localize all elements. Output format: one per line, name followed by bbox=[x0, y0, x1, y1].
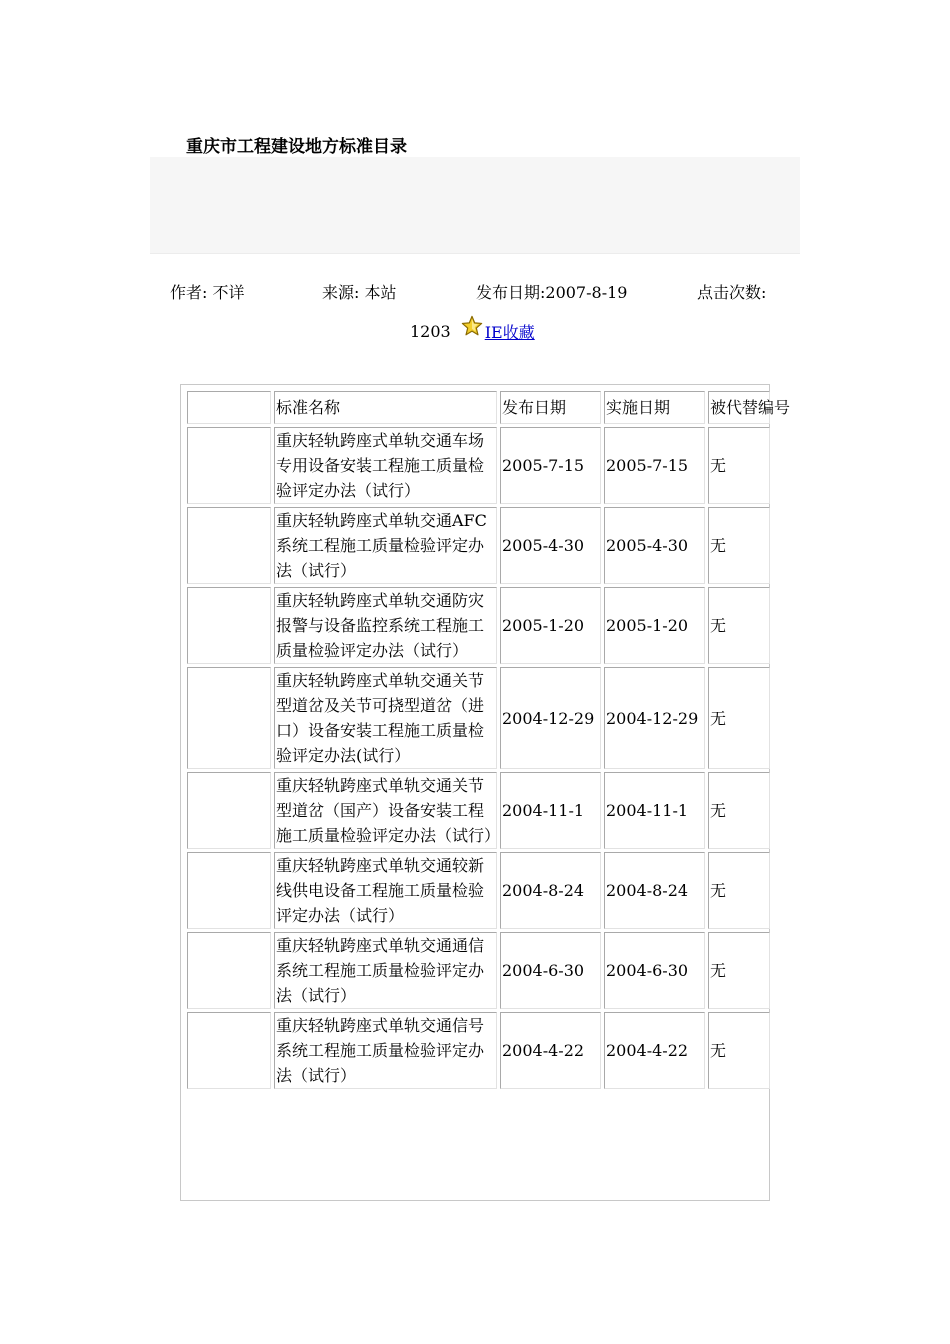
replaced-number-cell: 无 bbox=[708, 667, 770, 769]
title-panel bbox=[150, 157, 800, 254]
standard-name-cell: 重庆轻轨跨座式单轨交通AFC系统工程施工质量检验评定办法（试行） bbox=[274, 507, 497, 584]
effective-date-cell: 2005-4-30 bbox=[604, 507, 705, 584]
standard-name-cell: 重庆轻轨跨座式单轨交通车场专用设备安装工程施工质量检验评定办法（试行） bbox=[274, 427, 497, 504]
standard-name-cell: 重庆轻轨跨座式单轨交通通信系统工程施工质量检验评定办法（试行） bbox=[274, 932, 497, 1009]
table-row bbox=[187, 427, 770, 504]
replaced-number-cell: 无 bbox=[708, 1012, 770, 1089]
publish-date-cell: 2004-6-30 bbox=[500, 932, 601, 1009]
replaced-number-cell: 无 bbox=[708, 932, 770, 1009]
replaced-number-cell: 无 bbox=[708, 427, 770, 504]
header-effective-date: 实施日期 bbox=[604, 391, 705, 424]
click-count-value: 1203 bbox=[410, 322, 451, 341]
effective-date-cell: 2004-6-30 bbox=[604, 932, 705, 1009]
row-index-cell bbox=[187, 507, 271, 584]
click-count-row bbox=[410, 320, 535, 343]
row-index-cell bbox=[187, 852, 271, 929]
table-row bbox=[187, 772, 770, 849]
header-standard-name: 标准名称 bbox=[274, 391, 497, 424]
table-row bbox=[187, 1012, 770, 1089]
publish-date-cell: 2004-8-24 bbox=[500, 852, 601, 929]
row-index-cell bbox=[187, 1012, 271, 1089]
table-header-row bbox=[187, 391, 770, 424]
click-count-label: 点击次数: bbox=[697, 283, 767, 302]
standard-name-cell: 重庆轻轨跨座式单轨交通关节型道岔（国产）设备安装工程施工质量检验评定办法（试行） bbox=[274, 772, 497, 849]
ie-favorite-link[interactable]: IE收藏 bbox=[484, 323, 535, 342]
standard-name-cell: 重庆轻轨跨座式单轨交通较新线供电设备工程施工质量检验评定办法（试行） bbox=[274, 852, 497, 929]
publish-date-cell: 2004-4-22 bbox=[500, 1012, 601, 1089]
page-title: 重庆市工程建设地方标准目录 bbox=[186, 137, 407, 157]
standard-name-cell: 重庆轻轨跨座式单轨交通关节型道岔及关节可挠型道岔（进口）设备安装工程施工质量检验评定办法(试行） bbox=[274, 667, 497, 769]
publish-date-cell: 2004-12-29 bbox=[500, 667, 601, 769]
publish-date-info: 发布日期:2007-8-19 bbox=[476, 283, 628, 302]
table-row bbox=[187, 852, 770, 929]
table-row bbox=[187, 667, 770, 769]
effective-date-cell: 2004-8-24 bbox=[604, 852, 705, 929]
header-index bbox=[187, 391, 271, 424]
effective-date-cell: 2004-12-29 bbox=[604, 667, 705, 769]
replaced-number-cell: 无 bbox=[708, 772, 770, 849]
publish-date-cell: 2005-4-30 bbox=[500, 507, 601, 584]
row-index-cell bbox=[187, 667, 271, 769]
source-info: 来源: 本站 bbox=[322, 283, 397, 302]
standard-name-cell: 重庆轻轨跨座式单轨交通信号系统工程施工质量检验评定办法（试行） bbox=[274, 1012, 497, 1089]
row-index-cell bbox=[187, 772, 271, 849]
table-row bbox=[187, 587, 770, 664]
publish-date-cell: 2005-7-15 bbox=[500, 427, 601, 504]
row-index-cell bbox=[187, 427, 271, 504]
author-info: 作者: 不详 bbox=[170, 283, 245, 302]
row-index-cell bbox=[187, 587, 271, 664]
replaced-number-cell: 无 bbox=[708, 587, 770, 664]
table-row bbox=[187, 932, 770, 1009]
star-icon[interactable] bbox=[461, 315, 483, 337]
standards-table bbox=[184, 388, 791, 1092]
effective-date-cell: 2005-1-20 bbox=[604, 587, 705, 664]
header-replaced-number: 被代替编号 bbox=[708, 391, 770, 424]
publish-date-cell: 2005-1-20 bbox=[500, 587, 601, 664]
publish-date-cell: 2004-11-1 bbox=[500, 772, 601, 849]
standards-table-body bbox=[187, 391, 791, 1089]
standard-name-cell: 重庆轻轨跨座式单轨交通防灾报警与设备监控系统工程施工质量检验评定办法（试行） bbox=[274, 587, 497, 664]
effective-date-cell: 2004-4-22 bbox=[604, 1012, 705, 1089]
header-publish-date: 发布日期 bbox=[500, 391, 601, 424]
replaced-number-cell: 无 bbox=[708, 852, 770, 929]
effective-date-cell: 2005-7-15 bbox=[604, 427, 705, 504]
effective-date-cell: 2004-11-1 bbox=[604, 772, 705, 849]
table-row bbox=[187, 507, 770, 584]
replaced-number-cell: 无 bbox=[708, 507, 770, 584]
standards-table-frame bbox=[180, 384, 791, 1201]
row-index-cell bbox=[187, 932, 271, 1009]
